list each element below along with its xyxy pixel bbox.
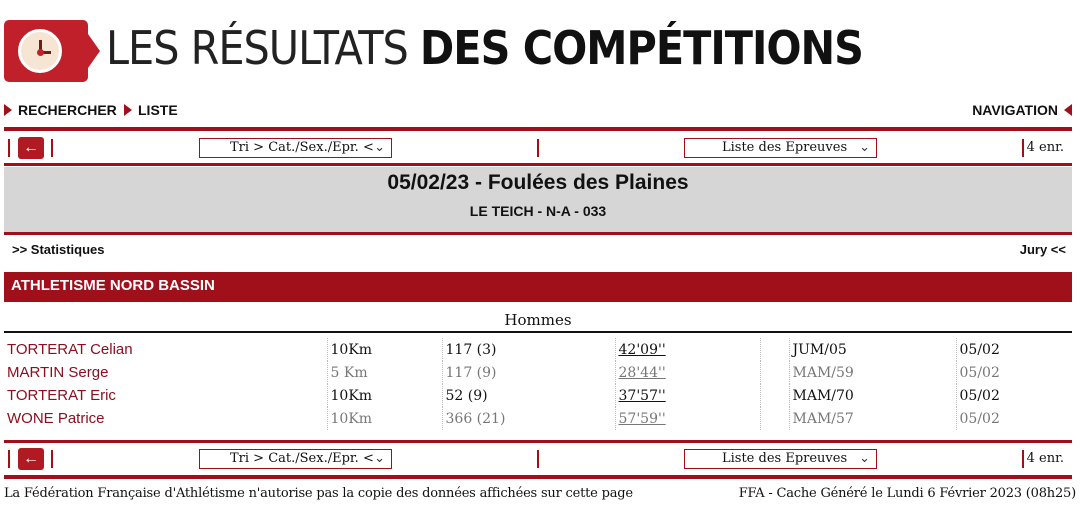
race-distance: 10Km bbox=[327, 384, 442, 407]
events-select-value: Liste des Epreuves bbox=[722, 451, 848, 466]
place: 52 (9) bbox=[442, 384, 615, 407]
category: JUM/05 bbox=[789, 338, 956, 361]
chevron-down-icon: ⌄ bbox=[374, 140, 385, 155]
triangle-right-icon bbox=[4, 104, 12, 116]
events-select[interactable] bbox=[684, 449, 877, 469]
back-button[interactable] bbox=[18, 137, 44, 159]
toolbar-top bbox=[4, 135, 1072, 161]
performance-time[interactable]: 37'57'' bbox=[615, 384, 760, 407]
event-title: 05/02/23 - Foulées des Plaines bbox=[387, 171, 689, 194]
section-title: Hommes bbox=[4, 309, 1072, 333]
separator bbox=[51, 450, 53, 468]
copyright-disclaimer: La Fédération Française d'Athlétisme n'autorise pas la copie des données affichées sur cette page bbox=[4, 486, 633, 501]
statistics-link[interactable]: >> Statistiques bbox=[12, 242, 105, 257]
divider bbox=[4, 475, 1072, 479]
arrow-left-icon: ← bbox=[23, 450, 39, 467]
arrow-left-icon: ← bbox=[23, 139, 39, 156]
date: 05/02 bbox=[956, 361, 1072, 384]
separator bbox=[1022, 139, 1024, 157]
top-navigation bbox=[0, 100, 1080, 120]
search-link-label: RECHERCHER bbox=[18, 102, 117, 118]
category: MAM/57 bbox=[789, 407, 956, 430]
event-header bbox=[4, 167, 1072, 232]
table-row bbox=[4, 338, 1072, 361]
navigation-menu-label: NAVIGATION bbox=[972, 102, 1058, 118]
separator bbox=[8, 450, 10, 468]
race-distance: 5 Km bbox=[327, 361, 442, 384]
page-title-bold: DES COMPÉTITIONS bbox=[419, 21, 863, 75]
triangle-right-icon bbox=[124, 104, 132, 116]
category: MAM/59 bbox=[789, 361, 956, 384]
ffa-clock-logo bbox=[4, 20, 88, 82]
record-count: 4 enr. bbox=[1026, 451, 1064, 466]
performance-time[interactable]: 57'59'' bbox=[615, 407, 760, 430]
navigation-menu[interactable] bbox=[972, 100, 1072, 120]
athlete-name[interactable]: TORTERAT Celian bbox=[7, 341, 133, 358]
place: 366 (21) bbox=[442, 407, 615, 430]
sort-select[interactable] bbox=[199, 138, 392, 158]
chevron-down-icon: ⌄ bbox=[374, 451, 385, 466]
table-row bbox=[4, 407, 1072, 430]
list-link[interactable] bbox=[124, 100, 178, 120]
clock-icon bbox=[18, 29, 62, 73]
sort-select-value: Tri > Cat./Sex./Epr. < bbox=[230, 140, 374, 155]
event-location: LE TEICH - N-A - 033 bbox=[469, 203, 607, 219]
cache-info: FFA - Cache Généré le Lundi 6 Février 2023 (08h25) bbox=[738, 486, 1076, 501]
page-title-light: LES RÉSULTATS bbox=[106, 21, 408, 75]
athlete-name[interactable]: TORTERAT Eric bbox=[7, 387, 116, 404]
table-row bbox=[4, 361, 1072, 384]
events-select-value: Liste des Epreuves bbox=[722, 140, 848, 155]
toolbar-bottom bbox=[4, 446, 1072, 472]
race-distance: 10Km bbox=[327, 407, 442, 430]
date: 05/02 bbox=[956, 338, 1072, 361]
performance-time[interactable]: 42'09'' bbox=[615, 338, 760, 361]
divider bbox=[4, 232, 1072, 235]
separator bbox=[51, 139, 53, 157]
separator bbox=[537, 139, 539, 157]
sort-select-value: Tri > Cat./Sex./Epr. < bbox=[230, 451, 374, 466]
divider bbox=[4, 127, 1072, 131]
separator bbox=[8, 139, 10, 157]
list-link-label: LISTE bbox=[138, 102, 178, 118]
sort-select[interactable] bbox=[199, 449, 392, 469]
separator bbox=[1022, 450, 1024, 468]
search-link[interactable] bbox=[4, 100, 117, 120]
divider bbox=[4, 163, 1072, 166]
athlete-name[interactable]: MARTIN Serge bbox=[7, 364, 109, 381]
back-button[interactable] bbox=[18, 448, 44, 470]
events-select[interactable] bbox=[684, 138, 877, 158]
stats-row bbox=[4, 242, 1072, 260]
date: 05/02 bbox=[956, 407, 1072, 430]
record-count: 4 enr. bbox=[1026, 140, 1064, 155]
table-row bbox=[4, 384, 1072, 407]
chevron-down-icon: ⌄ bbox=[859, 140, 870, 155]
place: 117 (3) bbox=[442, 338, 615, 361]
jury-link[interactable]: Jury << bbox=[1019, 242, 1066, 257]
performance-time[interactable]: 28'44'' bbox=[615, 361, 760, 384]
triangle-left-icon bbox=[1064, 104, 1072, 116]
date: 05/02 bbox=[956, 384, 1072, 407]
category: MAM/70 bbox=[789, 384, 956, 407]
athlete-name[interactable]: WONE Patrice bbox=[7, 410, 105, 427]
place: 117 (9) bbox=[442, 361, 615, 384]
club-name-bar: ATHLETISME NORD BASSIN bbox=[4, 272, 1072, 302]
separator bbox=[537, 450, 539, 468]
divider bbox=[4, 440, 1072, 443]
footer bbox=[4, 486, 1076, 504]
chevron-down-icon: ⌄ bbox=[859, 451, 870, 466]
page-title bbox=[106, 18, 863, 78]
results-table bbox=[4, 338, 1072, 430]
race-distance: 10Km bbox=[327, 338, 442, 361]
